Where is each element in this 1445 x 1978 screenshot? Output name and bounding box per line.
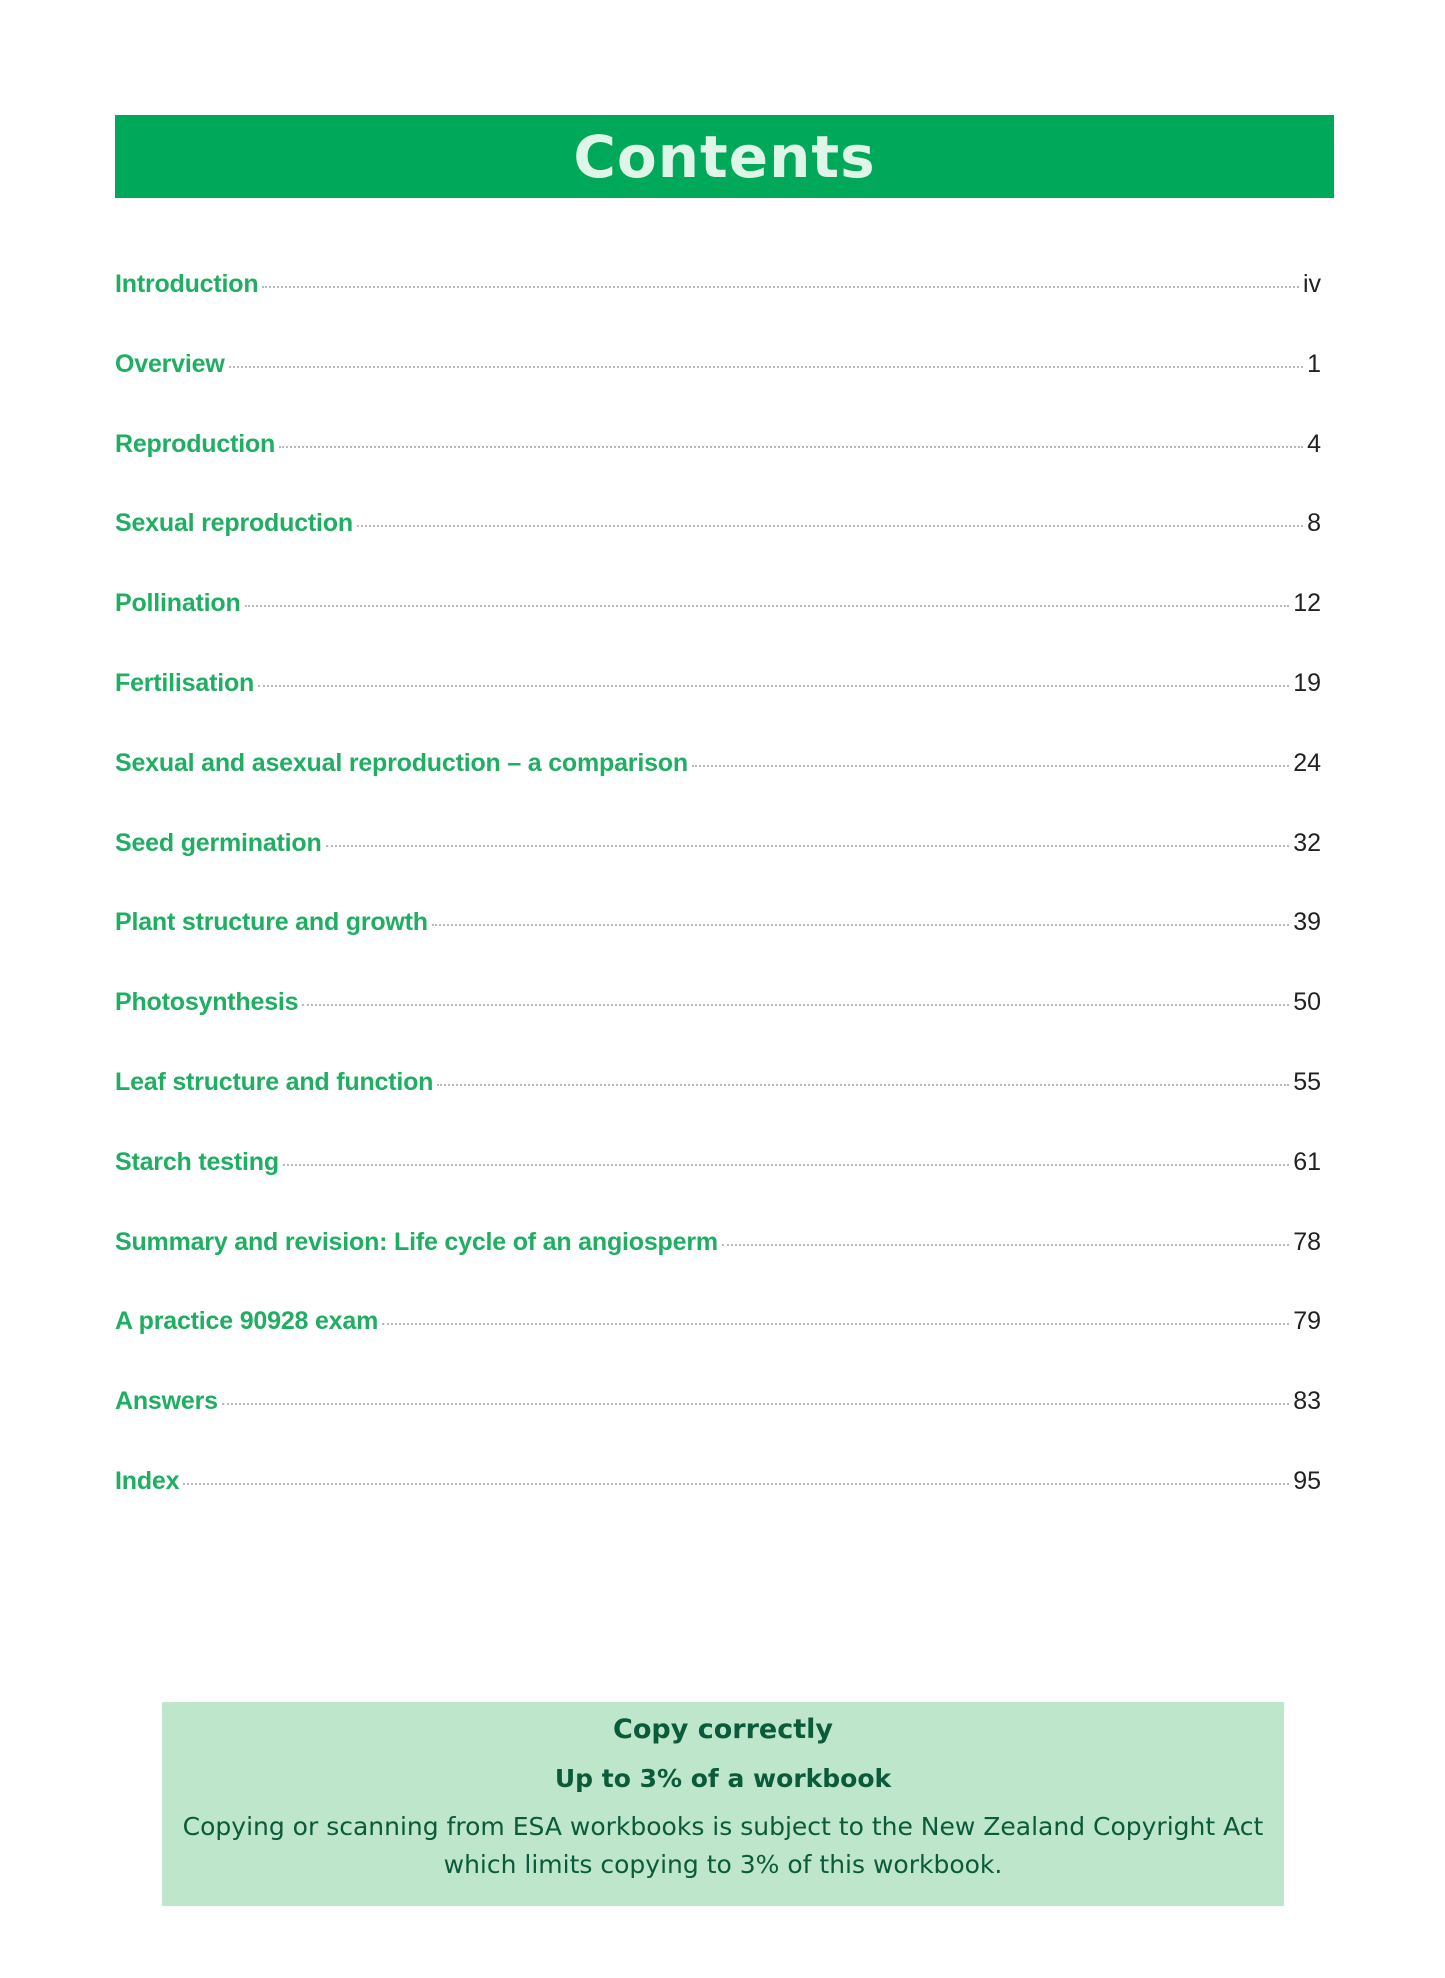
toc-entry-practice-exam[interactable] [115, 1307, 1321, 1387]
dot-leader [326, 845, 1290, 847]
toc-entry-pollination[interactable] [115, 589, 1321, 669]
toc-entry-page: iv [1302, 270, 1321, 298]
toc-entry-page: 1 [1307, 349, 1321, 378]
toc-entry-overview[interactable] [115, 350, 1321, 430]
dot-leader [722, 1244, 1289, 1246]
toc-entry-title: Answers [115, 1387, 218, 1416]
toc-entry-fertilisation[interactable] [115, 669, 1321, 749]
dot-leader [437, 1084, 1289, 1086]
toc-entry-leaf-structure-function[interactable] [115, 1068, 1321, 1148]
toc-entry-title: Reproduction [115, 429, 276, 458]
dot-leader [229, 366, 1304, 368]
toc-entry-page: 12 [1293, 589, 1321, 618]
toc-entry-page: 78 [1293, 1227, 1321, 1256]
page-title: Contents [573, 122, 876, 191]
notice-subtitle: Up to 3% of a workbook [554, 1764, 892, 1794]
copyright-notice-box [162, 1702, 1284, 1906]
dot-leader [262, 286, 1299, 288]
dot-leader [258, 685, 1289, 687]
toc-entry-title: Starch testing [115, 1147, 279, 1176]
notice-body: Copying or scanning from ESA workbooks is subject to the New Zealand Copyright Act which limits copying to 3% of this workbook. [182, 1812, 1264, 1880]
toc-entry-sexual-asexual-comparison[interactable] [115, 749, 1321, 829]
toc-entry-page: 79 [1293, 1307, 1321, 1336]
toc-entry-page: 32 [1293, 828, 1321, 857]
dot-leader [245, 605, 1290, 607]
toc-entry-photosynthesis[interactable] [115, 988, 1321, 1068]
contents-header-bar [115, 115, 1334, 198]
toc-entry-page: 55 [1293, 1067, 1321, 1096]
toc-entry-title: Index [115, 1466, 180, 1495]
toc-entry-plant-structure-growth[interactable] [115, 908, 1321, 988]
toc-entry-title: Photosynthesis [115, 988, 299, 1017]
toc-entry-seed-germination[interactable] [115, 829, 1321, 909]
dot-leader [283, 1164, 1289, 1166]
toc-entry-title: Leaf structure and function [115, 1067, 434, 1096]
toc-entry-title: Fertilisation [115, 668, 255, 697]
toc-entry-title: Seed germination [115, 828, 322, 857]
toc-entry-title: Introduction [115, 270, 259, 298]
dot-leader [692, 765, 1289, 767]
toc-entry-introduction[interactable] [115, 270, 1321, 350]
toc-entry-title: A practice 90928 exam [115, 1307, 379, 1336]
notice-title: Copy correctly [613, 1714, 833, 1745]
toc-entry-page: 61 [1293, 1147, 1321, 1176]
toc-entry-title: Plant structure and growth [115, 908, 428, 937]
toc-entry-title: Pollination [115, 589, 241, 618]
toc-entry-title: Overview [115, 349, 225, 378]
toc-entry-page: 50 [1293, 988, 1321, 1017]
toc-entry-index[interactable] [115, 1467, 1321, 1547]
dot-leader [302, 1004, 1289, 1006]
toc-entry-page: 19 [1293, 668, 1321, 697]
toc-entry-page: 8 [1307, 509, 1321, 538]
dot-leader [183, 1483, 1289, 1485]
dot-leader [279, 446, 1303, 448]
dot-leader [357, 525, 1303, 527]
toc-entry-sexual-reproduction[interactable] [115, 509, 1321, 589]
toc-entry-summary-revision[interactable] [115, 1228, 1321, 1308]
toc-entry-reproduction[interactable] [115, 430, 1321, 510]
dot-leader [432, 924, 1289, 926]
table-of-contents [115, 270, 1321, 1547]
dot-leader [382, 1323, 1289, 1325]
toc-entry-page: 83 [1293, 1387, 1321, 1416]
toc-entry-page: 24 [1293, 748, 1321, 777]
toc-entry-page: 39 [1293, 908, 1321, 937]
toc-entry-title: Sexual and asexual reproduction – a comparison [115, 748, 688, 777]
toc-entry-title: Summary and revision: Life cycle of an angiosperm [115, 1227, 718, 1256]
toc-entry-title: Sexual reproduction [115, 509, 353, 538]
toc-entry-page: 4 [1307, 429, 1321, 458]
toc-entry-answers[interactable] [115, 1387, 1321, 1467]
toc-entry-page: 95 [1293, 1466, 1321, 1495]
toc-entry-starch-testing[interactable] [115, 1148, 1321, 1228]
dot-leader [222, 1403, 1289, 1405]
